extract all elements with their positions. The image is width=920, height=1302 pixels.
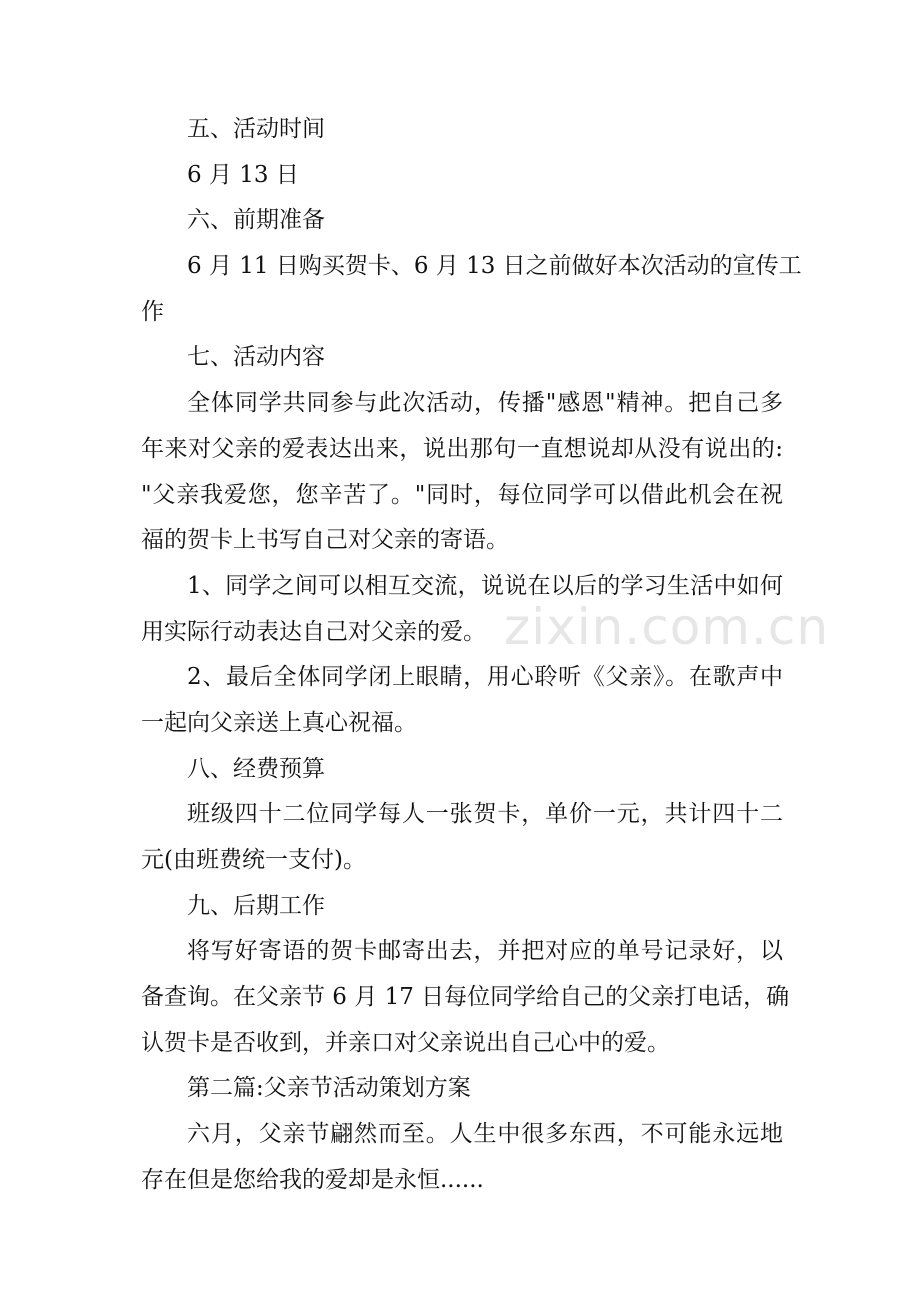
paragraph-line: 2、最后全体同学闭上眼睛，用心聆听《父亲》。在歌声中 [187,664,783,691]
paragraph-line: 6 月 13 日 [187,161,299,188]
paragraph-line: 班级四十二位同学每人一张贺卡，单价一元，共计四十二 [187,801,783,828]
paragraph-line: 全体同学共同参与此次活动，传播"感恩"精神。把自己多 [187,390,783,417]
paragraph-line: 备查询。在父亲节 6 月 17 日每位同学给自己的父亲打电话，确 [141,984,790,1011]
paragraph-line: 1、同学之间可以相互交流，说说在以后的学习生活中如何 [187,572,783,599]
heading-budget: 八、经费预算 [187,755,325,782]
paragraph-line: 存在但是您给我的爱却是永恒...... [141,1166,484,1193]
section-title-part-two: 第二篇:父亲节活动策划方案 [187,1075,471,1102]
paragraph-line: 年来对父亲的爱表达出来，说出那句一直想说却从没有说出的: [141,435,783,462]
heading-preparation: 六、前期准备 [187,207,325,234]
paragraph-line: 福的贺卡上书写自己对父亲的寄语。 [141,527,509,554]
heading-follow-up: 九、后期工作 [187,892,325,919]
paragraph-line: 认贺卡是否收到，并亲口对父亲说出自己心中的爱。 [141,1029,670,1056]
paragraph-line: 作 [141,298,164,325]
paragraph-line: 用实际行动表达自己对父亲的爱。 [141,618,486,645]
paragraph-line: 元(由班费统一支付)。 [141,847,366,873]
watermark: zixin.com.cn [504,598,830,656]
heading-activity-time: 五、活动时间 [187,116,325,142]
paragraph-line: 将写好寄语的贺卡邮寄出去，并把对应的单号记录好，以 [187,938,783,965]
heading-activity-content: 七、活动内容 [187,344,325,371]
paragraph-line: 一起向父亲送上真心祝福。 [141,709,417,736]
paragraph-line: "父亲我爱您，您辛苦了。"同时，每位同学可以借此机会在祝 [141,481,783,508]
paragraph-line: 6 月 11 日购买贺卡、6 月 13 日之前做好本次活动的宣传工 [187,253,802,280]
paragraph-line: 六月，父亲节翩然而至。人生中很多东西，不可能永远地 [187,1121,783,1148]
